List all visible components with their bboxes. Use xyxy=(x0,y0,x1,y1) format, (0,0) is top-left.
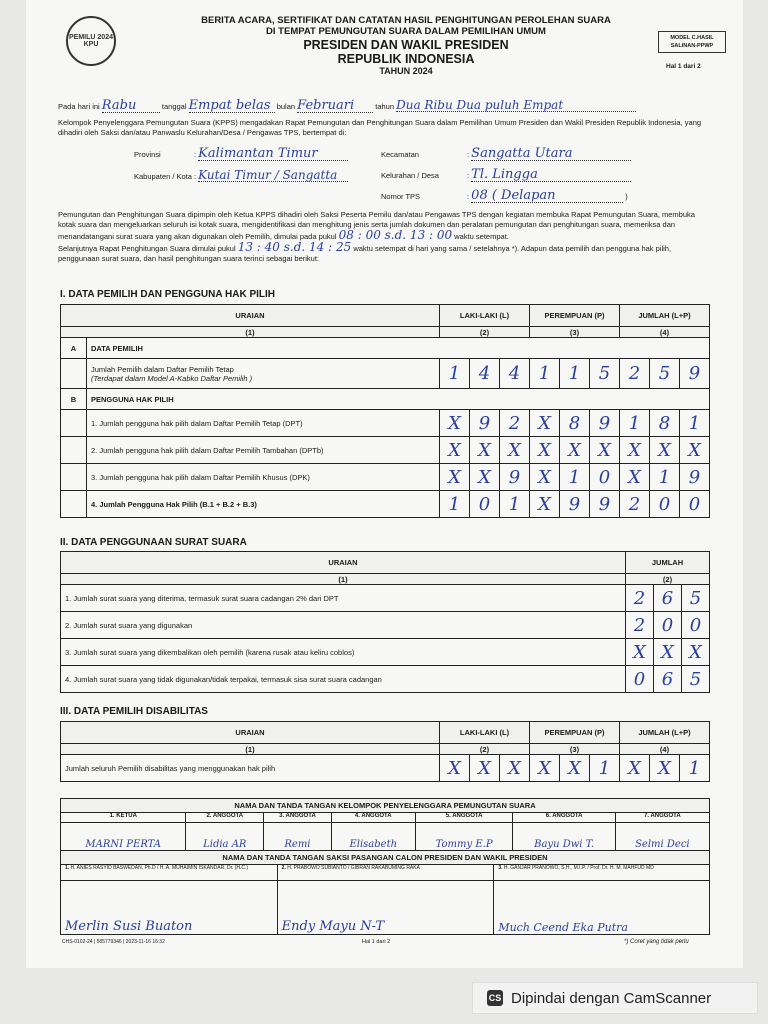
s1-b4-digit: 0 xyxy=(650,491,680,518)
body-p2-rest: waktu setempat di hari yang sama / setelahnya *). Adapun data pemilih dan pengguna hak pilih, penggunaan surat suara, dan hasil penghitungan suara terinci sebagai berikut: xyxy=(58,244,672,263)
s1-b-letter: B xyxy=(61,389,87,410)
s3-num3: (3) xyxy=(530,744,620,755)
s3-num2: (2) xyxy=(440,744,530,755)
s3-digit: X xyxy=(530,755,560,782)
tahun-label: tahun xyxy=(375,102,395,111)
s1-num2: (2) xyxy=(440,327,530,338)
model-line-1: MODEL C.HASIL xyxy=(670,35,714,41)
s3-digit: X xyxy=(560,755,590,782)
title-line-2: DI TEMPAT PEMUNGUTAN SUARA DALAM PEMILIHAN UMUM xyxy=(266,26,546,37)
saksi-num: 1. xyxy=(65,865,70,871)
s1-b2-digit: X xyxy=(590,437,620,464)
model-line-2: SALINAN-PPWP xyxy=(670,43,714,49)
saksi-candidate-2 xyxy=(277,865,494,881)
provinsi-line: Provinsi : Kalimantan Timur xyxy=(134,148,348,161)
s1-b2-digit: X xyxy=(680,437,710,464)
s2-r1-digit: 6 xyxy=(654,585,682,612)
kpps-signature: Selmi Deci xyxy=(615,823,709,851)
title-line-5: TAHUN 2024 xyxy=(379,66,433,76)
s1-b1-digit: 8 xyxy=(560,410,590,437)
s3-digit: 1 xyxy=(590,755,620,782)
title-line-1: BERITA ACARA, SERTIFIKAT DAN CATATAN HASIL PENGHITUNGAN PEROLEHAN SUARA xyxy=(201,15,611,26)
s2-num2: (2) xyxy=(626,574,710,585)
s2-row-label: 1. Jumlah surat suara yang diterima, termasuk surat suara cadangan 2% dari DPT xyxy=(61,585,626,612)
bulan-label: bulan xyxy=(276,102,296,111)
s2-row-label: 3. Jumlah surat suara yang dikembalikan oleh pemilih (karena rusak atau keliru coblos) xyxy=(61,639,626,666)
provinsi-label: Provinsi xyxy=(134,150,161,159)
saksi-candidate-text: H. ANIES RASYID BASWEDAN, Ph.D / H. A. MUHAIMIN ISKANDAR, Dr. (H.C.) xyxy=(70,865,249,871)
footer-code: CHS-0102-24 | 585779346 | 2023-11-16 16:32 xyxy=(62,939,165,945)
section1-title: I. DATA PEMILIH DAN PENGGUNA HAK PILIH xyxy=(60,289,275,300)
footer-note: *) Coret yang tidak perlu xyxy=(624,939,689,945)
bulan-value: Februari xyxy=(297,100,373,113)
s1-b1-digit: 8 xyxy=(650,410,680,437)
saksi-table xyxy=(60,850,710,935)
s2-col-jumlah: JUMLAH xyxy=(626,552,710,574)
date-line xyxy=(58,99,636,113)
saksi-signature: Endy Mayu N-T xyxy=(277,881,494,935)
s3-col-uraian: URAIAN xyxy=(61,722,440,744)
s1-a-digit: 5 xyxy=(650,359,680,389)
s1-a-digit: 2 xyxy=(620,359,650,389)
kelurahan-line: Kelurahan / Desa : Tl. Lingga xyxy=(381,169,631,182)
body-p1-end: waktu setempat. xyxy=(454,232,509,241)
s1-b4-digit: 0 xyxy=(470,491,500,518)
s1-a-title: DATA PEMILIH xyxy=(87,338,710,359)
s2-r1-digit: 2 xyxy=(626,585,654,612)
kecamatan-value: Sangatta Utara xyxy=(471,148,631,161)
s1-b3-digit: X xyxy=(530,464,560,491)
s1-b1-digit: 1 xyxy=(680,410,710,437)
s1-a-digit: 4 xyxy=(470,359,500,389)
s1-b3-digit: 9 xyxy=(680,464,710,491)
saksi-num: 3. xyxy=(498,865,503,871)
s1-b3-digit: 1 xyxy=(650,464,680,491)
s1-b3-digit: 1 xyxy=(560,464,590,491)
s2-r4-digit: 6 xyxy=(654,666,682,693)
s1-a-row-line1: Jumlah Pemilih dalam Daftar Pemilih Tetap xyxy=(91,364,234,374)
s1-b4-digit: 9 xyxy=(590,491,620,518)
s1-b4-digit: 1 xyxy=(500,491,530,518)
kpps-role: 6. ANGGOTA xyxy=(513,813,615,823)
body-p1-time: 08 : 00 s.d. 13 : 00 xyxy=(338,228,453,242)
section3-table xyxy=(60,721,710,782)
tahun-value: Dua Ribu Dua puluh Empat xyxy=(396,99,636,112)
hari-value: Rabu xyxy=(102,100,160,113)
tanggal-value: Empat belas xyxy=(189,100,275,113)
camscanner-watermark xyxy=(472,982,758,1014)
s1-b4-digit: 0 xyxy=(680,491,710,518)
kecamatan-line: Kecamatan : Sangatta Utara xyxy=(381,148,631,161)
s1-num3: (3) xyxy=(530,327,620,338)
kpps-signature: MARNI PERTA xyxy=(61,823,186,851)
s1-b3-digit: 0 xyxy=(590,464,620,491)
s3-digit: X xyxy=(440,755,470,782)
kpps-signature: Lidia AR xyxy=(186,823,264,851)
s1-b4-digit: 1 xyxy=(440,491,470,518)
provinsi-value: Kalimantan Timur xyxy=(198,148,348,161)
kpps-title: NAMA DAN TANDA TANGAN KELOMPOK PENYELENGGARA PEMUNGUTAN SUARA xyxy=(61,799,710,813)
s1-b1-digit: 9 xyxy=(470,410,500,437)
s3-digit: X xyxy=(620,755,650,782)
s1-b2-digit: X xyxy=(650,437,680,464)
s1-b3-digit: 9 xyxy=(500,464,530,491)
saksi-title: NAMA DAN TANDA TANGAN SAKSI PASANGAN CALON PRESIDEN DAN WAKIL PRESIDEN xyxy=(61,851,710,865)
s1-b-blank xyxy=(61,491,87,518)
document-sheet xyxy=(26,0,743,968)
s1-b-row-label: 2. Jumlah pengguna hak pilih dalam Daftar Pemilih Tambahan (DPTb) xyxy=(87,437,440,464)
s1-b2-digit: X xyxy=(500,437,530,464)
s3-num1: (1) xyxy=(61,744,440,755)
s1-b1-digit: 2 xyxy=(500,410,530,437)
s1-col-j: JUMLAH (L+P) xyxy=(620,305,710,327)
s1-b2-digit: X xyxy=(560,437,590,464)
saksi-signature: Much Ceend Eka Putra xyxy=(494,881,710,935)
s1-b-row-label: 4. Jumlah Pengguna Hak Pilih (B.1 + B.2 + B.3) xyxy=(87,491,440,518)
kabupaten-label: Kabupaten / Kota xyxy=(134,172,192,181)
s2-r2-digit: 0 xyxy=(682,612,710,639)
kelurahan-label: Kelurahan / Desa xyxy=(381,171,439,180)
saksi-num: 2. xyxy=(281,865,286,871)
document-header xyxy=(166,15,646,76)
s1-b-row-label: 1. Jumlah pengguna hak pilih dalam Daftar Pemilih Tetap (DPT) xyxy=(87,410,440,437)
s2-num1: (1) xyxy=(61,574,626,585)
camscanner-icon: CS xyxy=(487,990,503,1006)
s1-b2-digit: X xyxy=(530,437,560,464)
tps-label: Nomor TPS xyxy=(381,192,421,201)
s1-b4-digit: X xyxy=(530,491,560,518)
s2-row-label: 2. Jumlah surat suara yang digunakan xyxy=(61,612,626,639)
kpps-role: 7. ANGGOTA xyxy=(615,813,709,823)
title-line-4: REPUBLIK INDONESIA xyxy=(337,52,475,66)
s1-b-blank xyxy=(61,437,87,464)
section3-title: III. DATA PEMILIH DISABILITAS xyxy=(60,706,208,717)
s1-a-digit: 1 xyxy=(530,359,560,389)
s3-digit: X xyxy=(470,755,500,782)
s1-col-p: PEREMPUAN (P) xyxy=(530,305,620,327)
s3-num4: (4) xyxy=(620,744,710,755)
section2-table xyxy=(60,551,710,693)
tps-close: ) xyxy=(625,192,628,201)
kpu-seal-icon xyxy=(66,16,116,66)
footer-page: Hal 1 dari 2 xyxy=(362,939,391,945)
s1-col-uraian: URAIAN xyxy=(61,305,440,327)
s1-b4-digit: 2 xyxy=(620,491,650,518)
s1-b1-digit: X xyxy=(530,410,560,437)
s1-b4-digit: 9 xyxy=(560,491,590,518)
saksi-candidate-3 xyxy=(494,865,710,881)
body-text xyxy=(58,210,708,264)
s1-b3-digit: X xyxy=(470,464,500,491)
kpps-signature: Tommy E.P xyxy=(415,823,513,851)
tps-line: Nomor TPS : 08 ( Delapan ) xyxy=(381,188,628,203)
s2-col-uraian: URAIAN xyxy=(61,552,626,574)
kabupaten-value: Kutai Timur / Sangatta xyxy=(198,169,348,182)
s2-r2-digit: 2 xyxy=(626,612,654,639)
kpps-role: 1. KETUA xyxy=(61,813,186,823)
s1-b-row-label: 3. Jumlah pengguna hak pilih dalam Daftar Pemilih Khusus (DPK) xyxy=(87,464,440,491)
s3-col-j: JUMLAH (L+P) xyxy=(620,722,710,744)
body-p1: Pemungutan dan Penghitungan Suara dipimpin oleh Ketua KPPS dihadiri oleh Saksi Peserta Pemilu dan/atau Pengawas TPS dengan kegiatan membuka Rapat Pemungutan Suara, membuka kotak suara dan mengeluarkan seluruh isi kotak suara, mengidentifikasi dan menghitung jenis serta jumlah dokumen dan peralatan pemungutan dan penghitungan suara, memeriksa dan menandatangani surat suara yang akan digunakan oleh Pemilih, dimulai pada pukul xyxy=(58,210,695,241)
s2-r3-digit: X xyxy=(682,639,710,666)
saksi-candidate-text: H. GANJAR PRANOWO, S.H., M.I.P. / Prof. Dr. H. M. MAHFUD MD xyxy=(503,865,654,871)
body-p2-time: 13 : 40 s.d. 14 : 25 xyxy=(237,240,352,254)
section2-title: II. DATA PENGGUNAAN SURAT SUARA xyxy=(60,537,247,548)
s2-r3-digit: X xyxy=(654,639,682,666)
model-box xyxy=(658,31,726,53)
s1-col-l: LAKI-LAKI (L) xyxy=(440,305,530,327)
page-info: Hal 1 dari 2 xyxy=(666,63,701,70)
s1-b2-digit: X xyxy=(620,437,650,464)
saksi-candidate-text: H. PRABOWO SUBIANTO / GIBRAN RAKABUMING RAKA xyxy=(287,865,420,871)
s1-a-row-label xyxy=(87,359,440,389)
s3-row-label: Jumlah seluruh Pemilih disabilitas yang menggunakan hak pilih xyxy=(61,755,440,782)
s1-a-blank xyxy=(61,359,87,389)
s1-b-title: PENGGUNA HAK PILIH xyxy=(87,389,710,410)
saksi-signature: Merlin Susi Buaton xyxy=(61,881,278,935)
kpps-signature: Bayu Dwi T. xyxy=(513,823,615,851)
kecamatan-label: Kecamatan xyxy=(381,150,419,159)
intro-text: Kelompok Penyelenggara Pemungutan Suara (KPPS) mengadakan Rapat Pemungutan dan Penghitungan Suara dalam Pemilihan Umum Presiden dan Wakil Presiden Republik Indonesia, yang dihadiri oleh Saksi dan/atau Panwaslu Kelurahan/Desa / Pengawas TPS, bertempat di: xyxy=(58,118,702,137)
camscanner-label: Dipindai dengan CamScanner xyxy=(511,989,712,1007)
s1-num1: (1) xyxy=(61,327,440,338)
s1-b-blank xyxy=(61,464,87,491)
s2-r3-digit: X xyxy=(626,639,654,666)
s3-digit: X xyxy=(650,755,680,782)
s1-b2-digit: X xyxy=(470,437,500,464)
s3-digit: X xyxy=(500,755,530,782)
s3-col-p: PEREMPUAN (P) xyxy=(530,722,620,744)
s1-a-digit: 1 xyxy=(440,359,470,389)
tanggal-label: tanggal xyxy=(161,102,187,111)
signature-table xyxy=(60,798,710,851)
s2-r2-digit: 0 xyxy=(654,612,682,639)
s1-num4: (4) xyxy=(620,327,710,338)
pada-hari-label: Pada hari ini xyxy=(58,102,100,111)
s2-r1-digit: 5 xyxy=(682,585,710,612)
s1-a-digit: 1 xyxy=(560,359,590,389)
kpps-role: 5. ANGGOTA xyxy=(415,813,513,823)
s3-col-l: LAKI-LAKI (L) xyxy=(440,722,530,744)
seal-text: PEMILU 2024 KPU xyxy=(69,34,113,48)
s1-a-digit: 5 xyxy=(590,359,620,389)
s1-a-letter: A xyxy=(61,338,87,359)
tps-value: 08 ( Delapan xyxy=(471,190,623,203)
body-p2-start: Selanjutnya Rapat Penghitungan Suara dimulai pukul xyxy=(58,244,236,253)
s1-b-blank xyxy=(61,410,87,437)
title-line-3: PRESIDEN DAN WAKIL PRESIDEN xyxy=(303,38,509,52)
saksi-candidate-1 xyxy=(61,865,278,881)
kabupaten-line: Kabupaten / Kota : Kutai Timur / Sangatta xyxy=(134,169,348,182)
s1-b2-digit: X xyxy=(440,437,470,464)
kpps-signature: Elisabeth xyxy=(331,823,415,851)
kelurahan-value: Tl. Lingga xyxy=(471,169,631,182)
kpps-role: 3. ANGGOTA xyxy=(264,813,332,823)
s1-a-row-line2: (Terdapat dalam Model A-Kabko Daftar Pemilih ) xyxy=(91,373,253,383)
s3-digit: 1 xyxy=(680,755,710,782)
s1-a-digit: 4 xyxy=(500,359,530,389)
s2-row-label: 4. Jumlah surat suara yang tidak digunakan/tidak terpakai, termasuk sisa surat suara cadangan xyxy=(61,666,626,693)
s1-b1-digit: X xyxy=(440,410,470,437)
section1-table xyxy=(60,304,710,518)
s1-b1-digit: 1 xyxy=(620,410,650,437)
kpps-role: 2. ANGGOTA xyxy=(186,813,264,823)
s2-r4-digit: 5 xyxy=(682,666,710,693)
s1-b3-digit: X xyxy=(440,464,470,491)
s1-a-digit: 9 xyxy=(680,359,710,389)
s1-b1-digit: 9 xyxy=(590,410,620,437)
s1-b3-digit: X xyxy=(620,464,650,491)
kpps-signature: Remi xyxy=(264,823,332,851)
kpps-role: 4. ANGGOTA xyxy=(331,813,415,823)
s2-r4-digit: 0 xyxy=(626,666,654,693)
